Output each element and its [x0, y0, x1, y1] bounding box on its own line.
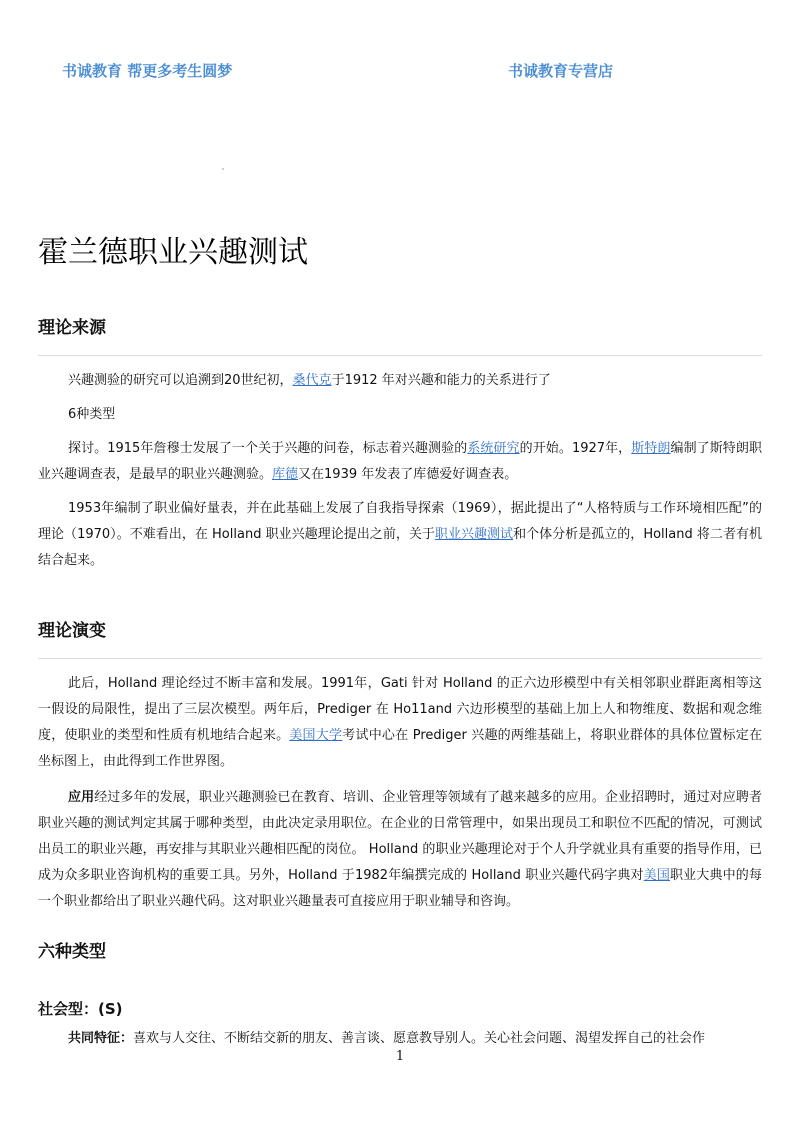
link-thorndike[interactable]: 桑代克 [292, 373, 332, 388]
bold-lead-text: 共同特征： [68, 1031, 134, 1046]
text-run: 的开始。1927年， [519, 441, 632, 456]
subheading-social-type: 社会型：(S) [38, 1000, 123, 1018]
header-left-text: 书诚教育 帮更多考生圆梦 [62, 62, 233, 80]
text-run: 和个体分析是孤立的，Holland 将二者有机结合起来。 [38, 527, 762, 568]
section-heading-theory-evolution: 理论演变 [38, 621, 106, 641]
section-heading-six-types: 六种类型 [38, 942, 106, 962]
text-run: 又在1939 年发表了库德爱好调查表。 [298, 467, 518, 482]
text-run: 喜欢与人交往、不断结交新的朋友、善言谈、愿意教导别人。关心社会问题、渴望发挥自己的社会作 [133, 1031, 706, 1046]
paragraph-application [38, 785, 762, 915]
link-kuder[interactable]: 库德 [272, 467, 299, 482]
decorative-dot [222, 168, 224, 170]
link-usa[interactable]: 美国 [643, 868, 670, 883]
text-run: 职业大典中的每一个职业都给出了职业兴趣代码。这对职业兴趣量表可直接应用于职业辅导和咨询。 [38, 868, 762, 909]
section-theory-source [38, 316, 762, 574]
paragraph-six-types: 6种类型 [68, 407, 116, 422]
link-strong[interactable]: 斯特朗 [631, 441, 671, 456]
section-divider [38, 658, 762, 659]
page-number: 1 [395, 1049, 405, 1064]
header-right-text: 书诚教育专营店 [508, 62, 614, 80]
section-heading-theory-source: 理论来源 [38, 318, 106, 338]
section-theory-evolution [38, 619, 762, 915]
section-six-types [38, 940, 762, 1052]
section-divider [38, 355, 762, 356]
text-run: 兴趣测验的研究可以追溯到20世纪初， [68, 373, 293, 388]
text-run: 考试中心在 Prediger 兴趣的两维基础上，将职业群体的具体位置标定在坐标图上，由此得到工作世界图。 [38, 728, 762, 769]
text-run: 1953年编制了职业偏好量表，并在此基础上发展了自我指导探索（1969），据此提出了“人格特质与工作环境相匹配”的理论（1970）。不难看出，在 Holland 职业兴趣理论提出之前，关于 [38, 501, 762, 542]
paragraph-evolution [38, 671, 762, 775]
link-systematic-research[interactable]: 系统研究 [467, 441, 520, 456]
text-run: 于1912 年对兴趣和能力的关系进行了 [331, 373, 551, 388]
text-run: 探讨。1915年詹穆士发展了一个关于兴趣的问卷，标志着兴趣测验的 [68, 441, 468, 456]
link-vocational-interest-test[interactable]: 职业兴趣测试 [434, 527, 514, 542]
text-run: 此后，Holland 理论经过不断丰富和发展。1991年，Gati 针对 Holland 的正六边形模型中有关相邻职业群距离相等这一假设的局限性，提出了三层次模型。两年后，Prediger 在 Ho11and 六边形模型的基础上加上人和物维度、数据和观念维度，使职业的类型和性质有机地结合起来。 [38, 676, 762, 743]
bold-lead-text: 应用 [68, 790, 95, 805]
link-american-college[interactable]: 美国大学 [289, 728, 343, 743]
text-run: 经过多年的发展，职业兴趣测验已在教育、培训、企业管理等领域有了越来越多的应用。企业招聘时，通过对应聘者职业兴趣的测试判定其属于哪种类型，由此决定录用职位。在企业的日常管理中，如果出现员工和职位不匹配的情况，可测试出员工的职业兴趣，再安排与其职业兴趣相匹配的岗位。 Holland 的职业兴趣理论对于个人升学就业具有重要的指导作用，已成为众多职业咨询机构的重要工具。另外，Holland 于1982年编撰完成的 Holland 职业兴趣代码字典对 [38, 790, 762, 883]
document-title: 霍兰德职业兴趣测试 [38, 235, 308, 270]
paragraph-origin-intro [38, 368, 762, 394]
text-run: 编制了斯特朗职业兴趣调查表，是最早的职业兴趣测验。 [38, 441, 762, 482]
paragraph-holland-1953 [38, 496, 762, 574]
paragraph-origin-history [38, 436, 762, 488]
